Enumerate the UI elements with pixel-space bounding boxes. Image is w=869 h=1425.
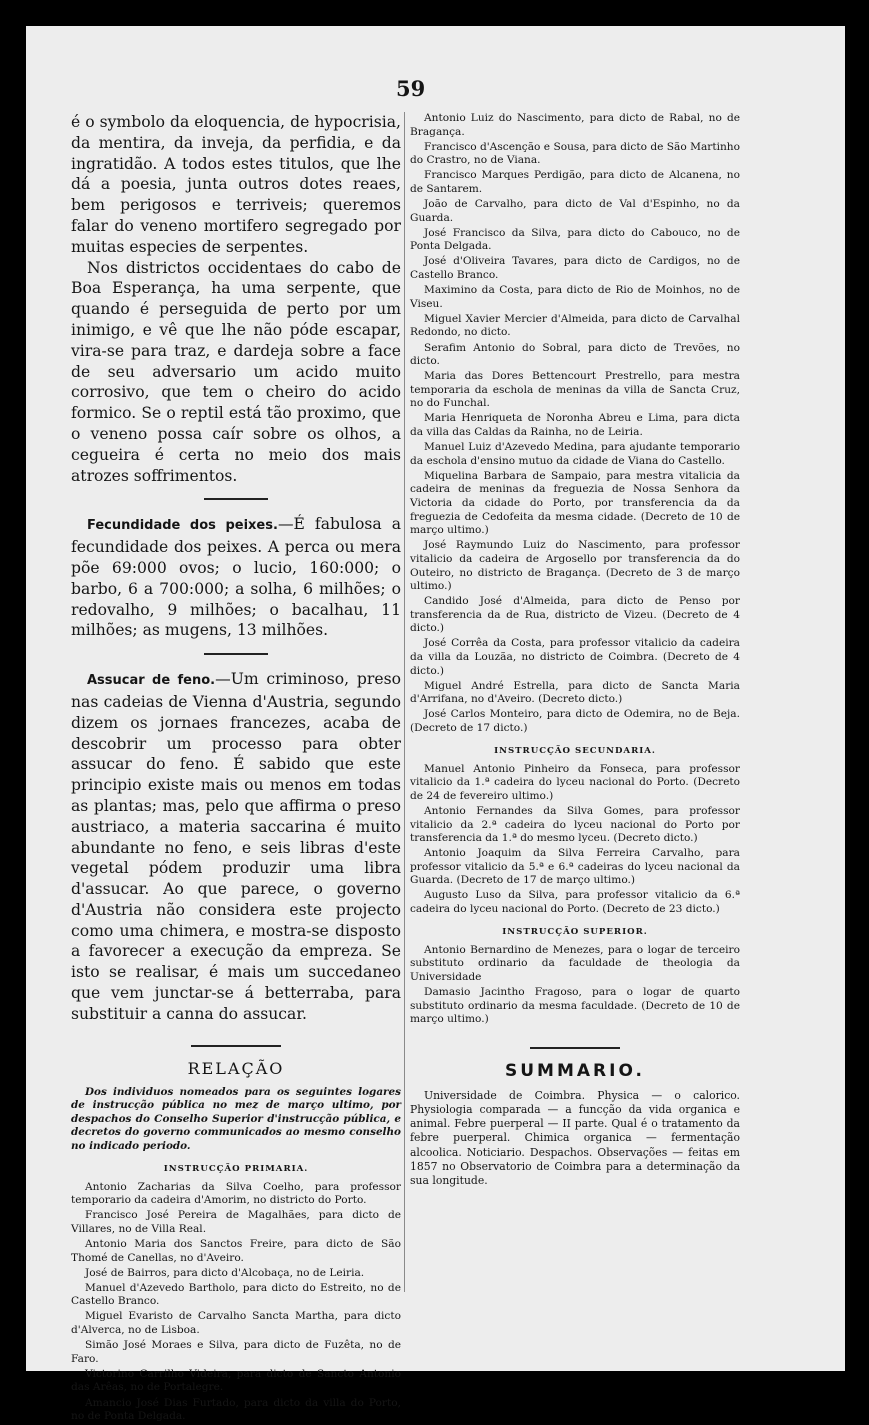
list-item: Antonio Zacharias da Silva Coelho, para professor temporario da cadeira d'Amorim, no districto do Porto.: [71, 1180, 401, 1207]
article-title: Fecundidade dos peixes.: [87, 518, 278, 534]
article-paragraph: Nos districtos occidentaes do cabo de Boa Esperança, ha uma serpente, que quando é perseguida de perto por um inimigo, e vê que lhe não póde escapar, vira-se para traz, e dardeja sobre a face de seu adversario um acido muito corrosivo, que tem o cheiro do acido formico. Se o reptil está tão proximo, que o veneno possa caír sobre os olhos, a cegueira é certa no meio dos mais atrozes soffrimentos.: [71, 258, 401, 485]
relacao-note: Dos individuos nomeados para os seguintes logares de instrucção pública no mez de março ultimo, por despachos do Conselho Superior d'instrucção pública, e decretos do governo communicados ao mesmo conselho no indicado periodo.: [71, 1085, 401, 1153]
list-item: Francisco José Pereira de Magalhães, para dicto de Villares, no de Villa Real.: [71, 1209, 401, 1235]
separator: [530, 1047, 620, 1049]
list-item: José Corrêa da Costa, para professor vitalicio da cadeira da villa da Louzãa, no districto de Coimbra. (Decreto de 4 dicto.): [410, 637, 740, 677]
list-item: Francisco Marques Perdigão, para dicto de Alcanena, no de Santarem.: [410, 169, 740, 195]
list-item: Miguel Xavier Mercier d'Almeida, para dicto de Carvalhal Redondo, no dicto.: [410, 312, 740, 339]
left-column: [71, 112, 401, 1425]
serpent-article: [71, 112, 401, 486]
fish-article: [71, 514, 401, 641]
right-column: [410, 112, 740, 1188]
page-number: 59: [396, 76, 426, 101]
list-item: Simão José Moraes e Silva, para dicto de Fuzêta, no de Faro.: [71, 1339, 401, 1365]
list-item: Manuel d'Azevedo Bartholo, para dicto do Estreito, no de Castello Branco.: [71, 1281, 401, 1308]
list-item: Amancio José Dias Furtado, para dicto da villa do Porto, no de Ponta Delgada.: [71, 1396, 401, 1423]
sugar-article: [71, 669, 401, 1025]
section-primaria: INSTRUCÇÃO PRIMARIA.: [163, 1163, 309, 1174]
relacao-heading: RELAÇÃO: [187, 1058, 285, 1078]
list-item: Victorino Carrilho Videira, para dicto de Sancto Antonio das Arêas, no de Portalegre.: [71, 1367, 401, 1394]
list-item: Manuel Antonio Pinheiro da Fonseca, para professor vitalicio da 1.ª cadeira do lyceu nacional do Porto. (Decreto de 24 de fevereiro ultimo.): [410, 762, 740, 802]
list-item: Antonio Fernandes da Silva Gomes, para professor vitalicio da 2.ª cadeira do lyceu nacional do Porto por transferencia da 1.ª do mesmo lyceu. (Decreto dicto.): [410, 804, 740, 845]
list-item: Manuel Luiz d'Azevedo Medina, para ajudante temporario da eschola d'ensino mutuo da cidade de Viana do Castello.: [410, 441, 740, 467]
article-body: —Um criminoso, preso nas cadeias de Vienna d'Austria, segundo dizem os jornaes francezes, acaba de descobrir um processo para obter assucar do feno. É sabido que este principio existe mais ou menos em todas as plantas; mas, pelo que affirma o preso austriaco, a materia saccarina é muito abundante no feno, e seis libras d'este vegetal pódem produzir uma libra d'assucar. Ao que parece, o governo d'Austria não considera este projecto como uma chimera, e mostra-se disposto a favorecer a execução da empreza. Se isto se realisar, é mais um succedaneo que vem junctar-se á betterraba, para substituir a canna do assucar.: [71, 670, 401, 1023]
newspaper-page: [26, 26, 845, 1423]
article-body: —É fabulosa a fecundidade dos peixes. A perca ou mera põe 69:000 ovos; o lucio, 160:000; o barbo, 6 a 700:000; a solha, 6 milhões; o redovalho, 9 milhões; o bacalhau, 11 milhões; as mugens, 13 milhões.: [71, 515, 401, 640]
list-item: José Carlos Monteiro, para dicto de Odemira, no de Beja. (Decreto de 17 dicto.): [410, 708, 740, 735]
article-title: Assucar de feno.: [87, 673, 216, 689]
list-item: Miguel Evaristo de Carvalho Sancta Martha, para dicto d'Alverca, no de Lisboa.: [71, 1310, 401, 1337]
list-item: Antonio Bernardino de Menezes, para o logar de terceiro substituto ordinario da faculdade de theologia da Universidade: [410, 943, 740, 983]
list-item: Augusto Luso da Silva, para professor vitalicio da 6.ª cadeira do lyceu nacional do Porto. (Decreto de 23 dicto.): [410, 889, 740, 916]
primaria-list: [71, 1181, 401, 1424]
column-divider: [404, 112, 405, 1292]
list-item: José Raymundo Luiz do Nascimento, para professor vitalicio da cadeira de Argosello por transferencia da do Outeiro, no districto de Bragança. (Decreto de 3 de março ultimo.): [410, 539, 740, 593]
list-item: Damasio Jacintho Fragoso, para o logar de quarto substituto ordinario da mesma faculdade. (Decreto de 10 de março ultimo.): [410, 985, 740, 1026]
primaria-continued: [410, 112, 740, 736]
list-item: Candido José d'Almeida, para dicto de Penso por transferencia da de Rua, districto de Vizeu. (Decreto de 4 dicto.): [410, 595, 740, 635]
list-item: Francisco d'Ascenção e Sousa, para dicto de São Martinho do Crastro, no de Viana.: [410, 140, 740, 167]
summario-heading: SUMMARIO.: [505, 1060, 645, 1081]
list-item: Antonio Maria dos Sanctos Freire, para dicto de São Thomé de Canellas, no d'Aveiro.: [71, 1238, 401, 1264]
list-item: José d'Oliveira Tavares, para dicto de Cardigos, no de Castello Branco.: [410, 255, 740, 282]
section-superior: INSTRUCÇÃO SUPERIOR.: [502, 926, 648, 937]
list-item: José Francisco da Silva, para dicto do Cabouco, no de Ponta Delgada.: [410, 226, 740, 253]
superior-list: [410, 944, 740, 1027]
secundaria-list: [410, 763, 740, 917]
summario-text: Universidade de Coimbra. Physica — o calorico. Physiologia comparada — a funcção da vida organica e animal. Febre puerperal — II parte. Qual é o tratamento da febre puerperal. Chimica organica — fermentação alcoolica. Noticiario. Despachos. Observações — feitas em 1857 no Observatorio de Coimbra para a determinação da sua longitude.: [410, 1088, 740, 1187]
list-item: Maximino da Costa, para dicto de Rio de Moinhos, no de Viseu.: [410, 284, 740, 310]
separator: [191, 1045, 281, 1047]
list-item: José de Bairros, para dicto d'Alcobaça, no de Leiria.: [85, 1266, 365, 1279]
list-item: Maria das Dores Bettencourt Prestrello, para mestra temporaria da eschola de meninas da villa de Sancta Cruz, no do Funchal.: [410, 370, 740, 410]
separator: [204, 653, 268, 655]
separator: [204, 498, 268, 500]
list-item: Antonio Joaquim da Silva Ferreira Carvalho, para professor vitalicio da 5.ª e 6.ª cadeiras do lyceu nacional da Guarda. (Decreto de 17 de março ultimo.): [410, 847, 740, 887]
section-secundaria: INSTRUCÇÃO SECUNDARIA.: [494, 745, 656, 756]
list-item: Miquelina Barbara de Sampaio, para mestra vitalicia da cadeira de meninas da freguezia de Nossa Senhora da Victoria da cidade do Porto, por transferencia da da freguezia de Cedofeita da mesma cidade. (Decreto de 10 de março ultimo.): [410, 469, 740, 537]
list-item: João de Carvalho, para dicto de Val d'Espinho, no da Guarda.: [410, 198, 740, 224]
article-paragraph: é o symbolo da eloquencia, de hypocrisia, da mentira, da inveja, da perfidia, e da ingratidão. A todos estes titulos, que lhe dá a poesia, junta outros dotes reaes, bem perigosos e terriveis; queremos falar do veneno mortifero segregado por muitas especies de serpentes.: [71, 113, 401, 256]
list-item: Maria Henriqueta de Noronha Abreu e Lima, para dicta da villa das Caldas da Rainha, no de Leiria.: [410, 412, 740, 439]
list-item: Serafim Antonio do Sobral, para dicto de Trevões, no dicto.: [410, 341, 740, 368]
list-item: Miguel André Estrella, para dicto de Sancta Maria d'Arrifana, no d'Aveiro. (Decreto dicto.): [410, 679, 740, 706]
list-item: Antonio Luiz do Nascimento, para dicto de Rabal, no de Bragança.: [410, 112, 740, 138]
